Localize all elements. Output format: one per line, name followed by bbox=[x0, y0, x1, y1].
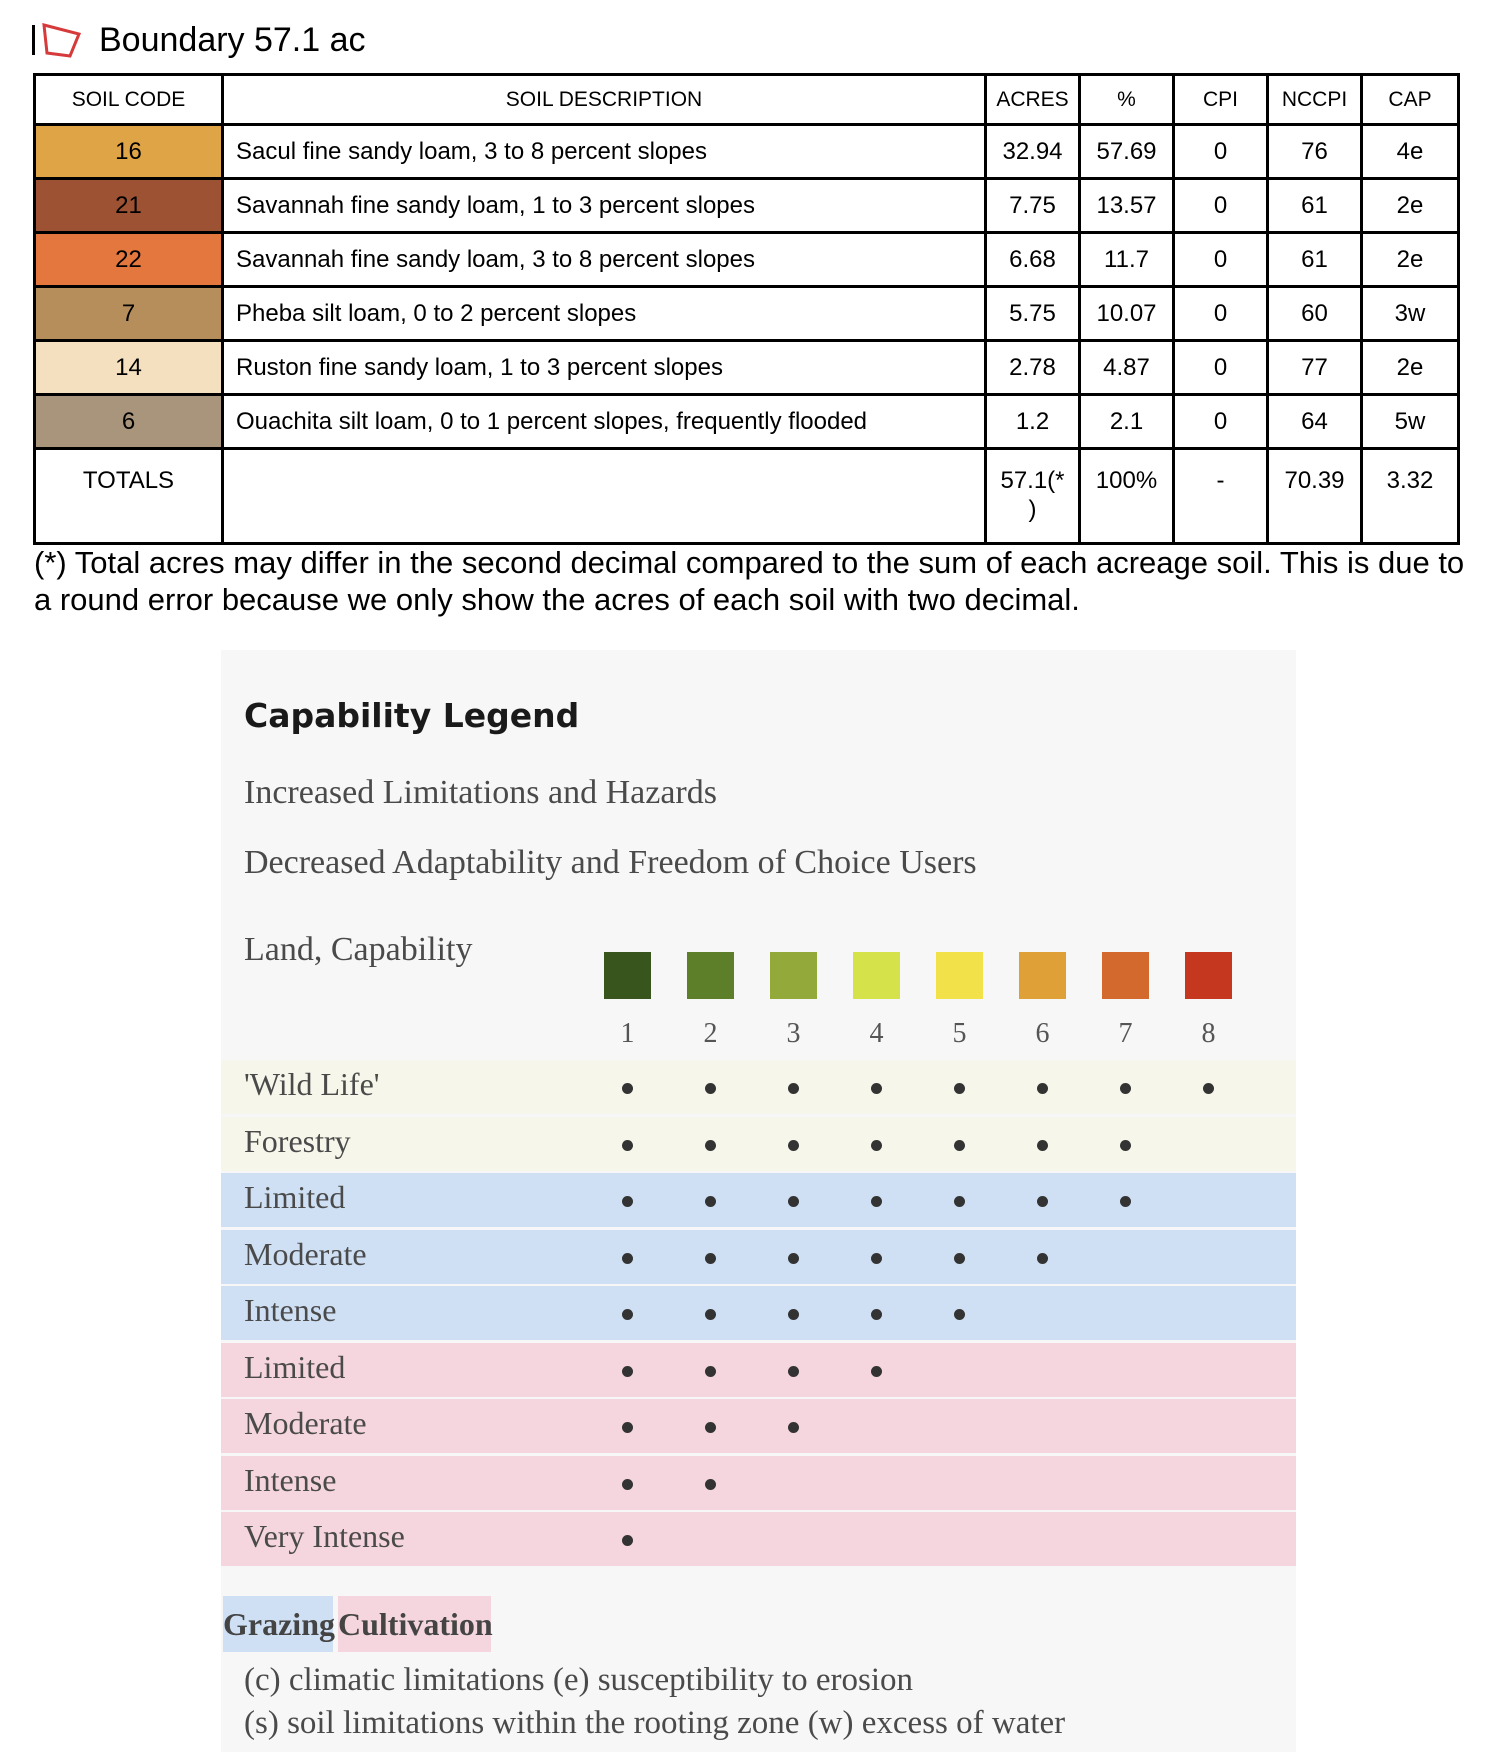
capability-dot bbox=[1203, 1083, 1214, 1094]
table-row bbox=[35, 395, 1459, 449]
rounding-note: (*) Total acres may differ in the second decimal compared to the sum of each acreage soil. This is due to a round error because we only show the acres of each soil with two decimal. bbox=[34, 545, 1465, 617]
capability-dot bbox=[871, 1309, 882, 1320]
nccpi-cell: 61 bbox=[1268, 179, 1362, 233]
table-row bbox=[35, 233, 1459, 287]
capability-dot bbox=[1120, 1083, 1131, 1094]
totals-label: TOTALS bbox=[35, 449, 223, 544]
capability-class-number: 3 bbox=[786, 1018, 801, 1049]
soil-code-cell: 16 bbox=[35, 125, 223, 179]
capability-dot bbox=[954, 1196, 965, 1207]
capability-class-3-swatch bbox=[770, 952, 817, 999]
legend-row bbox=[221, 1399, 1296, 1453]
capability-class-6-swatch bbox=[1019, 952, 1066, 999]
capability-dot bbox=[871, 1083, 882, 1094]
col-header-soil-code: SOIL CODE bbox=[35, 75, 223, 125]
table-row bbox=[35, 179, 1459, 233]
capability-class-number: 4 bbox=[869, 1018, 884, 1049]
percent-cell: 57.69 bbox=[1080, 125, 1174, 179]
header-bar bbox=[32, 25, 35, 55]
legend-row bbox=[221, 1117, 1296, 1171]
cpi-cell: 0 bbox=[1174, 341, 1268, 395]
percent-cell: 10.07 bbox=[1080, 287, 1174, 341]
capability-dot bbox=[788, 1140, 799, 1151]
soil-table bbox=[33, 73, 1460, 545]
capability-dot bbox=[871, 1366, 882, 1377]
capability-class-number: 5 bbox=[952, 1018, 967, 1049]
capability-dot bbox=[705, 1140, 716, 1151]
capability-dot bbox=[954, 1140, 965, 1151]
capability-class-number: 8 bbox=[1201, 1018, 1216, 1049]
capability-dot bbox=[1037, 1196, 1048, 1207]
col-header-nccpi: NCCPI bbox=[1268, 75, 1362, 125]
cpi-cell: 0 bbox=[1174, 287, 1268, 341]
nccpi-cell: 64 bbox=[1268, 395, 1362, 449]
capability-class-number: 6 bbox=[1035, 1018, 1050, 1049]
cpi-cell: 0 bbox=[1174, 395, 1268, 449]
legend-line-adaptability: Decreased Adaptability and Freedom of Choice Users bbox=[244, 844, 977, 881]
legend-row-label: 'Wild Life' bbox=[244, 1066, 380, 1102]
table-header-row bbox=[35, 75, 1459, 125]
legend-row-label: Moderate bbox=[244, 1235, 367, 1272]
capability-class-number: 2 bbox=[703, 1018, 718, 1049]
capability-dot bbox=[705, 1366, 716, 1377]
capability-dot bbox=[788, 1422, 799, 1433]
legend-row-label: Limited bbox=[244, 1179, 346, 1215]
capability-dot bbox=[622, 1422, 633, 1433]
nccpi-cell: 60 bbox=[1268, 287, 1362, 341]
percent-cell: 2.1 bbox=[1080, 395, 1174, 449]
legend-row-label: Moderate bbox=[244, 1405, 367, 1441]
acres-cell: 2.78 bbox=[986, 341, 1080, 395]
soil-code-cell: 6 bbox=[35, 395, 223, 449]
legend-row bbox=[221, 1456, 1296, 1510]
capability-dot bbox=[622, 1253, 633, 1264]
cap-cell: 5w bbox=[1362, 395, 1459, 449]
soil-code-cell: 7 bbox=[35, 287, 223, 341]
soil-code-cell: 14 bbox=[35, 341, 223, 395]
capability-dot bbox=[622, 1140, 633, 1151]
capability-class-2-swatch bbox=[687, 952, 734, 999]
boundary-title: Boundary 57.1 ac bbox=[99, 20, 366, 59]
capability-class-7-swatch bbox=[1102, 952, 1149, 999]
soil-description-cell: Savannah fine sandy loam, 3 to 8 percent slopes bbox=[223, 233, 986, 287]
capability-dot bbox=[1037, 1253, 1048, 1264]
capability-class-number: 7 bbox=[1118, 1018, 1133, 1049]
legend-row-label: Forestry bbox=[244, 1122, 351, 1159]
table-row bbox=[35, 125, 1459, 179]
capability-dot bbox=[622, 1196, 633, 1207]
capability-dot bbox=[622, 1083, 633, 1094]
limitation-codes-line2: (s) soil limitations within the rooting zone (w) excess of water bbox=[244, 1705, 1066, 1741]
legend-row bbox=[221, 1173, 1296, 1227]
soil-description-cell: Savannah fine sandy loam, 1 to 3 percent slopes bbox=[223, 179, 986, 233]
capability-dot bbox=[622, 1309, 633, 1320]
soil-description-cell: Ouachita silt loam, 0 to 1 percent slopes, frequently flooded bbox=[223, 395, 986, 449]
capability-dot bbox=[705, 1083, 716, 1094]
cap-cell: 2e bbox=[1362, 341, 1459, 395]
legend-row bbox=[221, 1230, 1296, 1284]
boundary-header bbox=[32, 14, 366, 66]
polygon-boundary-icon bbox=[41, 20, 83, 60]
nccpi-cell: 61 bbox=[1268, 233, 1362, 287]
capability-dot bbox=[871, 1253, 882, 1264]
totals-acres bbox=[986, 449, 1080, 544]
soil-description-cell: Ruston fine sandy loam, 1 to 3 percent slopes bbox=[223, 341, 986, 395]
cpi-cell: 0 bbox=[1174, 179, 1268, 233]
capability-dot bbox=[788, 1253, 799, 1264]
capability-dot bbox=[1120, 1140, 1131, 1151]
acres-cell: 32.94 bbox=[986, 125, 1080, 179]
legend-row-label: Intense bbox=[244, 1461, 337, 1498]
col-header-cap: CAP bbox=[1362, 75, 1459, 125]
capability-dot bbox=[954, 1309, 965, 1320]
grazing-label: Grazing bbox=[223, 1596, 333, 1652]
legend-row bbox=[221, 1512, 1296, 1566]
capability-dot bbox=[705, 1253, 716, 1264]
legend-line-land-capability: Land, Capability bbox=[244, 931, 473, 968]
capability-dot bbox=[1037, 1083, 1048, 1094]
legend-line-limitations: Increased Limitations and Hazards bbox=[244, 774, 717, 811]
acres-cell: 7.75 bbox=[986, 179, 1080, 233]
capability-dot bbox=[622, 1366, 633, 1377]
table-row bbox=[35, 341, 1459, 395]
capability-dot bbox=[622, 1479, 633, 1490]
capability-dot bbox=[705, 1309, 716, 1320]
percent-cell: 13.57 bbox=[1080, 179, 1174, 233]
col-header-acres: ACRES bbox=[986, 75, 1080, 125]
capability-dot bbox=[705, 1196, 716, 1207]
limitation-codes-line1: (c) climatic limitations (e) susceptibility to erosion bbox=[244, 1662, 914, 1698]
legend-row-label: Intense bbox=[244, 1292, 337, 1328]
totals-row bbox=[35, 449, 1459, 544]
legend-title: Capability Legend bbox=[244, 696, 580, 735]
col-header-cpi: CPI bbox=[1174, 75, 1268, 125]
totals-cpi: - bbox=[1174, 449, 1268, 544]
soil-code-cell: 21 bbox=[35, 179, 223, 233]
capability-class-1-swatch bbox=[604, 952, 651, 999]
legend-row bbox=[221, 1286, 1296, 1340]
legend-row bbox=[221, 1343, 1296, 1397]
cultivation-label: Cultivation bbox=[338, 1596, 491, 1652]
totals-nccpi: 70.39 bbox=[1268, 449, 1362, 544]
capability-legend bbox=[221, 650, 1296, 1752]
cpi-cell: 0 bbox=[1174, 125, 1268, 179]
acres-cell: 1.2 bbox=[986, 395, 1080, 449]
percent-cell: 4.87 bbox=[1080, 341, 1174, 395]
capability-dot bbox=[954, 1083, 965, 1094]
totals-acres-line2: ) bbox=[1028, 496, 1037, 523]
totals-acres-line1: 57.1(* bbox=[1000, 467, 1065, 494]
legend-row-label: Very Intense bbox=[244, 1518, 405, 1554]
capability-class-5-swatch bbox=[936, 952, 983, 999]
acres-cell: 5.75 bbox=[986, 287, 1080, 341]
capability-dot bbox=[1120, 1196, 1131, 1207]
capability-class-8-swatch bbox=[1185, 952, 1232, 999]
cap-cell: 3w bbox=[1362, 287, 1459, 341]
capability-dot bbox=[788, 1366, 799, 1377]
nccpi-cell: 77 bbox=[1268, 341, 1362, 395]
cpi-cell: 0 bbox=[1174, 233, 1268, 287]
capability-dot bbox=[788, 1309, 799, 1320]
capability-class-number: 1 bbox=[620, 1018, 635, 1049]
capability-dot bbox=[788, 1083, 799, 1094]
nccpi-cell: 76 bbox=[1268, 125, 1362, 179]
totals-cap: 3.32 bbox=[1362, 449, 1459, 544]
capability-dot bbox=[871, 1196, 882, 1207]
acres-cell: 6.68 bbox=[986, 233, 1080, 287]
soil-description-cell: Sacul fine sandy loam, 3 to 8 percent slopes bbox=[223, 125, 986, 179]
totals-percent: 100% bbox=[1080, 449, 1174, 544]
soil-description-cell: Pheba silt loam, 0 to 2 percent slopes bbox=[223, 287, 986, 341]
capability-dot bbox=[871, 1140, 882, 1151]
capability-dot bbox=[1037, 1140, 1048, 1151]
legend-row bbox=[221, 1060, 1296, 1114]
percent-cell: 11.7 bbox=[1080, 233, 1174, 287]
cap-cell: 2e bbox=[1362, 233, 1459, 287]
cap-cell: 2e bbox=[1362, 179, 1459, 233]
capability-dot bbox=[705, 1422, 716, 1433]
legend-row-label: Limited bbox=[244, 1348, 346, 1385]
capability-dot bbox=[788, 1196, 799, 1207]
table-row bbox=[35, 287, 1459, 341]
col-header-percent: % bbox=[1080, 75, 1174, 125]
capability-class-4-swatch bbox=[853, 952, 900, 999]
capability-dot bbox=[622, 1535, 633, 1546]
totals-description bbox=[223, 449, 986, 544]
soil-code-cell: 22 bbox=[35, 233, 223, 287]
col-header-soil-description: SOIL DESCRIPTION bbox=[223, 75, 986, 125]
cap-cell: 4e bbox=[1362, 125, 1459, 179]
capability-dot bbox=[954, 1253, 965, 1264]
capability-dot bbox=[705, 1479, 716, 1490]
